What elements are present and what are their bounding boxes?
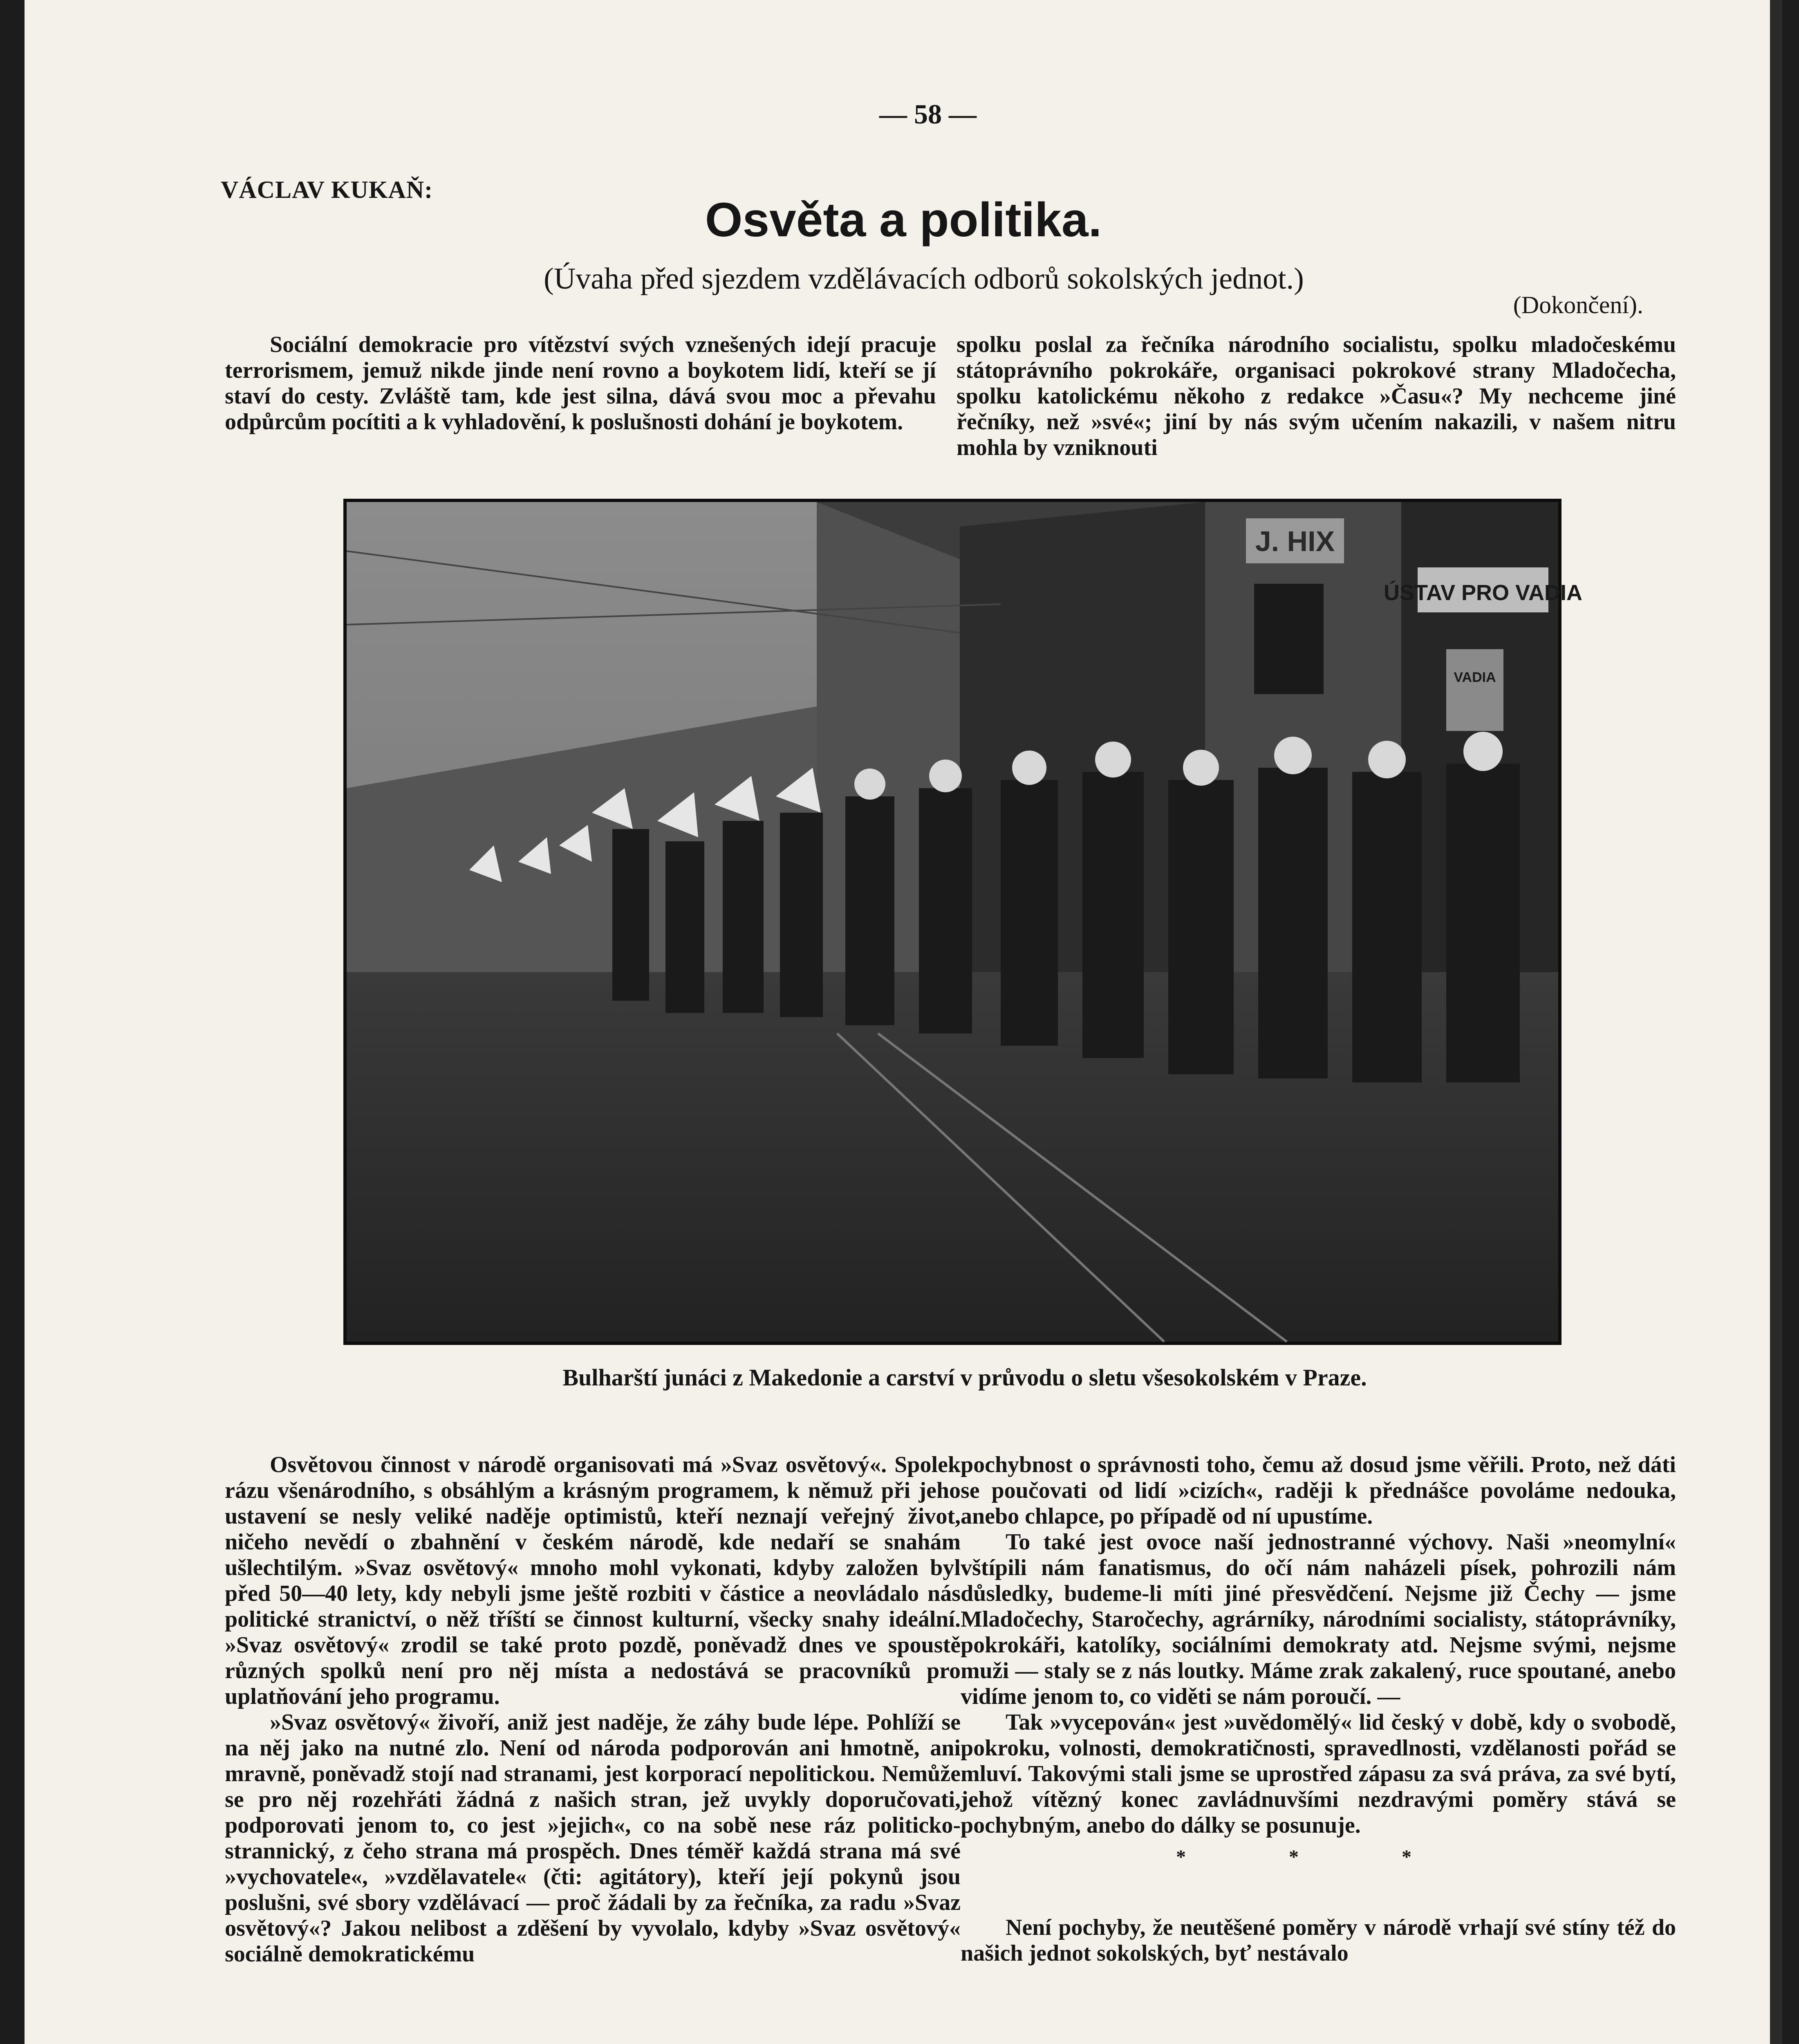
section-separator: * * * (1176, 1846, 1461, 1868)
paragraph: Není pochyby, že neutěšené poměry v národě vrhají své stíny též do našich jednot sokolských, byť nestávalo (961, 1915, 1676, 1966)
column-top-right (957, 332, 1676, 461)
column-bottom-right (961, 1452, 1676, 1966)
photo-caption: Bulharští junáci z Makedonie a carství v průvodu o sletu všesokolském v Praze. (562, 1364, 1367, 1391)
scan-edge (1770, 0, 1782, 2044)
sign-vadia: VADIA (1454, 670, 1496, 685)
article-title: Osvěta a politika. (705, 193, 1102, 247)
sign-ustav-vadia: ÚSTAV PRO VADIA (1383, 580, 1583, 605)
column-top-left (225, 332, 936, 435)
paragraph: »Svaz osvětový« živoří, aniž jest naděje, že záhy bude lépe. Pohlíží se na něj jako na nutné zlo. Není od národa podporován ani hmotně, ani mravně, poněvadž stojí nad stranami, jest korporací nepolitickou. Nemůže se pro něj rozehřáti žádná z našich stran, jež uvykly doporučovati, podporovati jenom to, co jest »jejich«, co na sobě nese ráz politicko-strannický, z čeho strana má prospěch. Dnes téměř každá strana má své »vychovatele«, »vzdělavatele« (čti: agitátory), kteří její pokynů jsou poslušni, své sbory vzdělávací — proč žádali by za řečníka, za radu »Svaz osvětový«? Jakou nelibost a zděšení by vyvolalo, kdyby »Svaz osvětový« sociálně demokratickému (225, 1710, 961, 1967)
paragraph: Osvětovou činnost v národě organisovati má »Svaz osvětový«. Spolek rázu všenárodního, s obsáhlým a krásným programem, k němuž při jeho ustavení se nesly veliké naděje optimistů, kteří neznají veřejný život, ničeho nevědí o zbahnění v českém národě, kde nedaří se snahám ušlechtilým. »Svaz osvětový« mnoho mohl vykonati, kdyby založen byl před 50—40 lety, kdy nebyli jsme ještě rozbiti v částice a neovládalo nás politické stranictví, o něž tříští se činnost kulturní, všecky snahy ideální. »Svaz osvětový« zrodil se také proto pozdě, poněvadž dnes ve spoustě různých spolků není pro něj místa a nedostává se pracovníků pro uplatňování jeho programu. (225, 1452, 961, 1709)
author-name: VÁCLAV KUKAŇ: (221, 176, 433, 203)
page-number: — 58 — (879, 99, 977, 130)
sign-hix: J. HIX (1255, 525, 1335, 557)
parade-photo-illustration (347, 502, 1583, 1342)
scanned-page (25, 0, 1782, 2044)
column-bottom-left (225, 1452, 961, 1967)
paragraph: To také jest ovoce naší jednostranné výchovy. Naši »neomylní« vštípili nám fanatismus, do očí nám naházeli písek, pohrozili nám důsledky, budeme-li míti jiné přesvědčení. Nejsme již Čechy — jsme Mladočechy, Staročechy, agrárníky, národními socialisty, státoprávníky, pokrokáři, katolíky, sociálními demokraty atd. Nejsme svými, nejsme muži — staly se z nás loutky. Máme zrak zakalený, ruce spoutané, anebo vidíme jenom to, co viděti se nám poroučí. — (961, 1529, 1676, 1709)
paragraph: spolku poslal za řečníka národního socialistu, spolku mladočeskému státoprávního pokrokáře, organisaci pokrokové strany Mladočecha, spolku katolickému někoho z redakce »Času«? My nechceme jiné řečníky, než »své«; jiní by nás svým učením nakazili, v našem nitru mohla by vzniknouti (957, 332, 1676, 460)
article-subtitle: (Úvaha před sjezdem vzdělávacích odborů sokolských jednot.) (544, 262, 1304, 296)
parade-photograph (343, 499, 1583, 1345)
paragraph: Sociální demokracie pro vítězství svých vznešených idejí pracuje terrorismem, jemuž nikde jinde není rovno a boykotem lidí, kteří se jí staví do cesty. Zvláště tam, kde jest silna, dává svou moc a převahu odpůrcům pocítiti a k vyhladovění, k poslušnosti dohání je boykotem. (225, 332, 936, 435)
continuation-note: (Dokončení). (1513, 291, 1643, 318)
paragraph: Tak »vycepován« jest »uvědomělý« lid český v době, kdy o svobodě, pokroku, volnosti, demokratičnosti, spravedlnosti, vzdělanosti pořád se mluví. Takovými stali jsme se uprostřed zápasu za svá práva, za své bytí, jehož vítězný konec zavládnuvšími nezdravými poměry stává se pochybným, anebo do dálky se posunuje. (961, 1710, 1676, 1838)
paragraph: pochybnost o správnosti toho, čemu až dosud jsme věřili. Proto, než dáti se poučovati od lidí »cizích«, raději k přednášce povoláme nedouka, anebo chlapce, po případě od ní upustíme. (961, 1452, 1676, 1529)
